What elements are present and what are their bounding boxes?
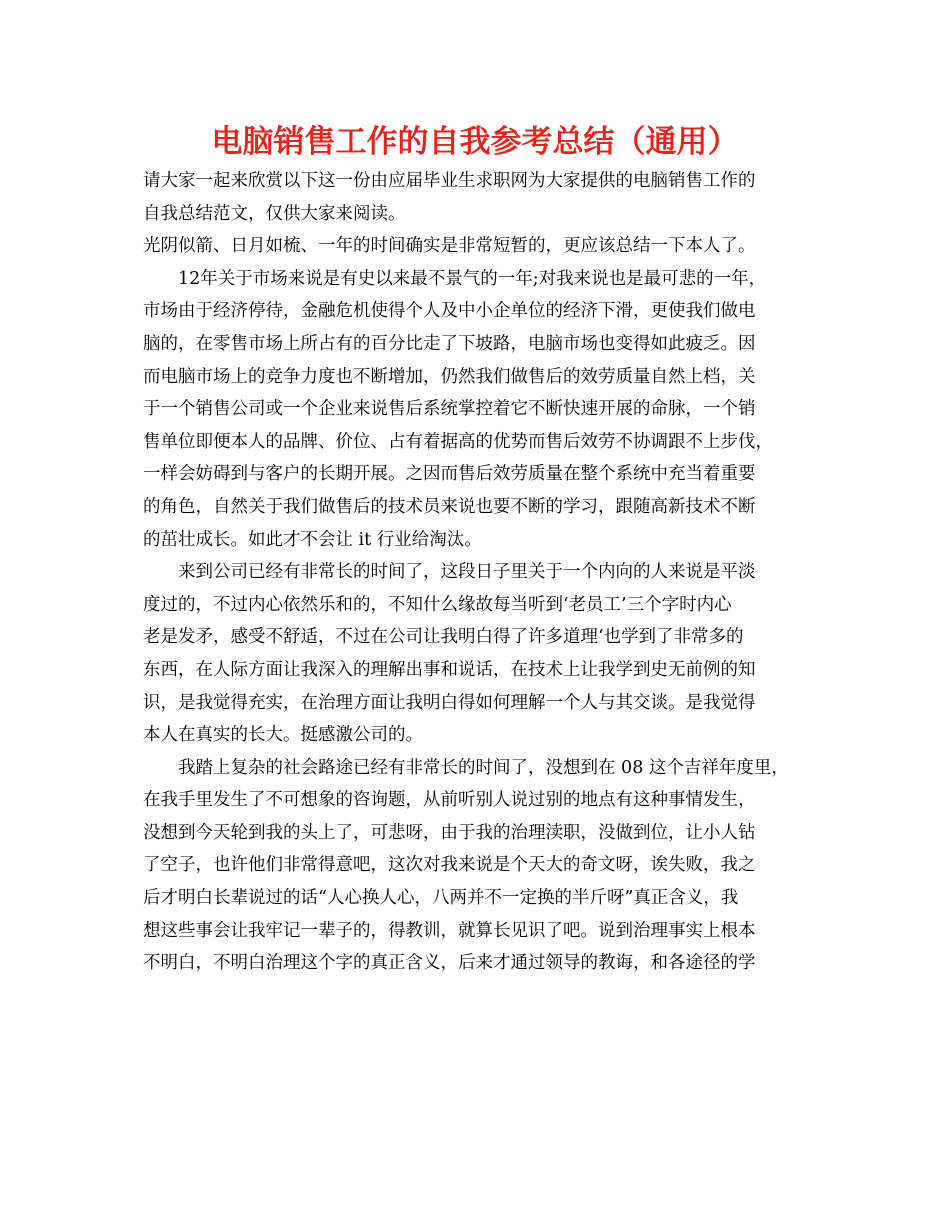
text-line: 一样会妨碍到与客户的长期开展。之因而售后效劳质量在整个系统中充当着重要 [143, 464, 756, 485]
text-line: 想这些事会让我牢记一辈子的，得教训，就算长见识了吧。说到治理事实上根本 [143, 920, 756, 941]
text-line: 老是发矛，感受不舒适，不过在公司让我明白得了许多道理‘也学到了非常多的 [143, 627, 744, 648]
text-line: 度过的，不过内心依然乐和的，不知什么缘故每当听到‘老员工’三个字时内心 [143, 594, 732, 615]
text-line: 来到公司已经有非常长的时间了，这段日子里关于一个内向的人来说是平淡 [178, 562, 756, 583]
text-line: 后才明白长辈说过的话“人心换人心，八两并不一定换的半斤呀”真正含义，我 [143, 888, 739, 909]
text-line: 市场由于经济停待，金融危机使得个人及中小企单位的经济下滑，更使我们做电 [143, 301, 756, 322]
text-line: 在我手里发生了不可想象的咨询题，从前听别人说过别的地点有这种事情发生， [143, 790, 756, 811]
text-line: 脑的，在零售市场上所占有的百分比走了下坡路，电脑市场也变得如此疲乏。因 [143, 333, 756, 354]
text-line: 12年关于市场来说是有史以来最不景气的一年;对我来说也是最可悲的一年， [178, 268, 767, 289]
document-body [143, 165, 823, 980]
text-line: 本人在真实的长大。挺感激公司的。 [143, 725, 423, 746]
text-line: 东西，在人际方面让我深入的理解出事和说话，在技术上让我学到史无前例的知 [143, 659, 756, 680]
text-line: 请大家一起来欣赏以下这一份由应届毕业生求职网为大家提供的电脑销售工作的 [143, 171, 756, 191]
text-line: 了空子，也许他们非常得意吧，这次对我来说是个天大的奇文呀，诶失败，我之 [143, 855, 756, 876]
text-line: 识，是我觉得充实，在治理方面让我明白得如何理解一个人与其交谈。是我觉得 [143, 692, 756, 713]
text-line: 没想到今天轮到我的头上了，可悲呀，由于我的治理渎职，没做到位，让小人钻 [143, 822, 756, 843]
text-line: 我踏上复杂的社会路途已经有非常长的时间了，没想到在 08 这个吉祥年度里， [178, 757, 789, 778]
text-line: 的角色，自然关于我们做售后的技术员来说也要不断的学习，跟随高新技术不断 [143, 496, 756, 517]
document-title: 电脑销售工作的自我参考总结（通用） [211, 124, 739, 160]
text-line: 不明白，不明白治理这个字的真正含义，后来才通过领导的教诲，和各途径的学 [143, 953, 756, 974]
text-line: 光阴似箭、日月如梳、一年的时间确实是非常短暂的，更应该总结一下本人了。 [143, 236, 756, 257]
text-line: 的茁壮成长。如此才不会让 it 行业给淘汰。 [143, 529, 482, 550]
text-line: 自我总结范文，仅供大家来阅读。 [143, 203, 406, 224]
text-line: 售单位即便本人的品牌、价位、占有着据高的优势而售后效劳不协调跟不上步伐， [143, 431, 773, 452]
text-line: 而电脑市场上的竞争力度也不断增加，仍然我们做售后的效劳质量自然上档，关 [143, 366, 756, 387]
text-line: 于一个销售公司或一个企业来说售后系统掌控着它不断快速开展的命脉，一个销 [143, 399, 756, 420]
